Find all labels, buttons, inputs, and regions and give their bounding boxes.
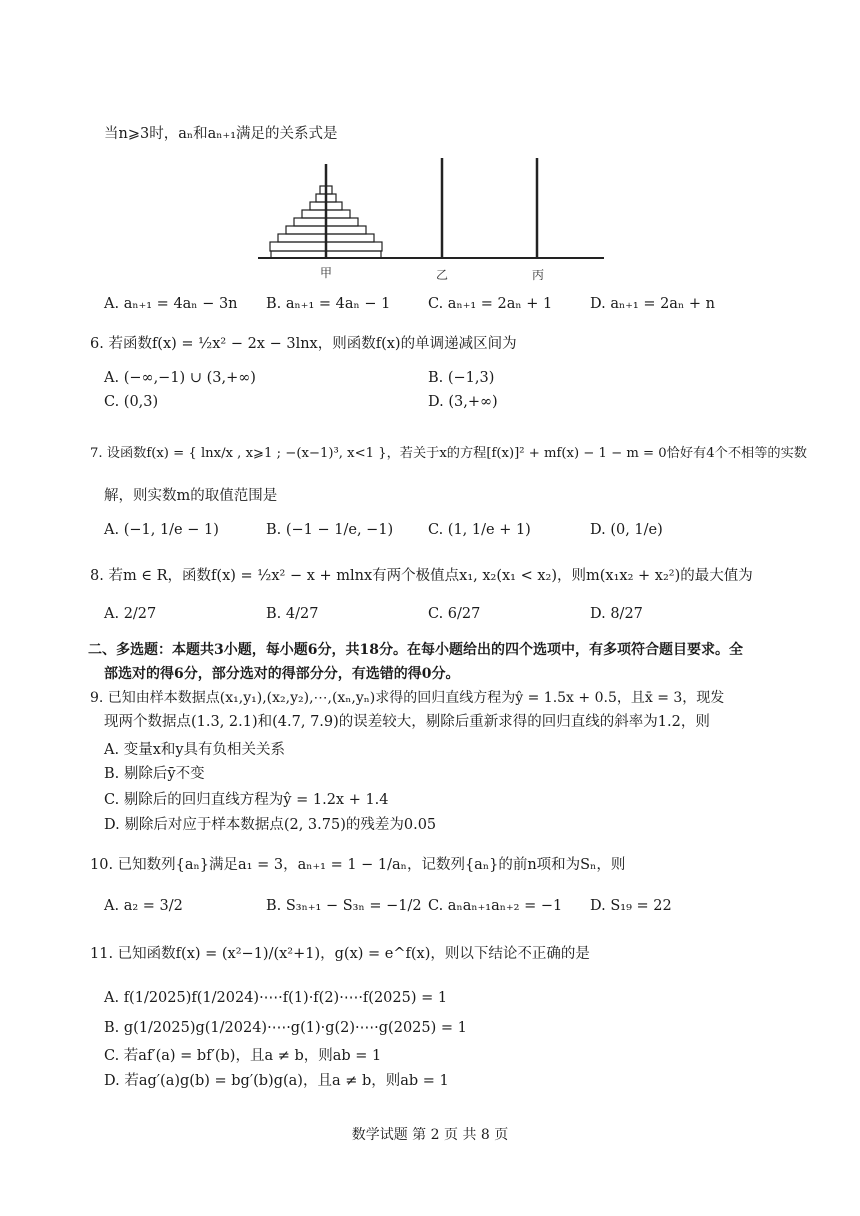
q7-option-d: D. (0, 1/e) xyxy=(590,522,663,538)
peg-label-yi: 乙 xyxy=(436,268,449,282)
q5-option-a: A. aₙ₊₁ = 4aₙ − 3n xyxy=(104,296,238,312)
q6-stem: 6. 若函数f(x) = ½x² − 2x − 3lnx，则函数f(x)的单调递减区间为 xyxy=(90,336,517,352)
q9-stem-line1: 9. 已知由样本数据点(x₁,y₁),(x₂,y₂),⋯,(xₙ,yₙ)求得的回归直线方程为ŷ = 1.5x + 0.5，且x̄ = 3，现发 xyxy=(90,690,725,706)
q11-option-d: D. 若ag′(a)g(b) = bg′(b)g(a)，且a ≠ b，则ab = 1 xyxy=(104,1073,449,1089)
q6-option-c: C. (0,3) xyxy=(104,394,159,410)
q11-option-a: A. f(1/2025)f(1/2024)·⋯·f(1)·f(2)·⋯·f(2025) = 1 xyxy=(104,990,448,1006)
q7-option-c: C. (1, 1/e + 1) xyxy=(428,522,531,538)
q11-option-b: B. g(1/2025)g(1/2024)·⋯·g(1)·g(2)·⋯·g(2025) = 1 xyxy=(104,1020,467,1036)
q6-option-b: B. (−1,3) xyxy=(428,370,495,386)
q7-stem-line1: 7. 设函数f(x) = { lnx/x , x⩾1 ; −(x−1)³, x<1 }，若关于x的方程[f(x)]² + mf(x) − 1 − m = 0恰好有4个不相等的实数 xyxy=(90,446,807,461)
q7-option-a: A. (−1, 1/e − 1) xyxy=(104,522,219,538)
q9-option-a: A. 变量x和y具有负相关关系 xyxy=(104,742,286,758)
section2-heading-line1: 二、多选题：本题共3小题，每小题6分，共18分。在每小题给出的四个选项中，有多项符合题目要求。全 xyxy=(88,642,743,658)
q5-option-c: C. aₙ₊₁ = 2aₙ + 1 xyxy=(428,296,553,312)
q10-option-a: A. a₂ = 3/2 xyxy=(104,898,183,914)
q11-stem: 11. 已知函数f(x) = (x²−1)/(x²+1)，g(x) = e^f(x)，则以下结论不正确的是 xyxy=(90,946,590,962)
q11-option-c: C. 若af′(a) = bf′(b)，且a ≠ b，则ab = 1 xyxy=(104,1048,382,1064)
q5-option-d: D. aₙ₊₁ = 2aₙ + n xyxy=(590,296,715,312)
q9-stem-line2: 现两个数据点(1.3, 2.1)和(4.7, 7.9)的误差较大，剔除后重新求得的回归直线的斜率为1.2，则 xyxy=(104,714,710,730)
q5-stem-tail: 当n⩾3时，aₙ和aₙ₊₁满足的关系式是 xyxy=(104,126,338,142)
peg-label-bing: 丙 xyxy=(532,268,545,282)
q9-option-c: C. 剔除后的回归直线方程为ŷ = 1.2x + 1.4 xyxy=(104,792,389,808)
q8-option-d: D. 8/27 xyxy=(590,606,643,622)
q10-stem: 10. 已知数列{aₙ}满足a₁ = 3，aₙ₊₁ = 1 − 1/aₙ，记数列{aₙ}的前n项和为Sₙ，则 xyxy=(90,857,626,873)
q6-option-a: A. (−∞,−1) ∪ (3,+∞) xyxy=(104,370,256,386)
section2-heading-line2: 部选对的得6分，部分选对的得部分分，有选错的得0分。 xyxy=(104,666,460,682)
q8-option-b: B. 4/27 xyxy=(266,606,319,622)
q8-option-a: A. 2/27 xyxy=(104,606,157,622)
page-footer: 数学试题 第 2 页 共 8 页 xyxy=(351,1127,509,1143)
q10-option-c: C. aₙaₙ₊₁aₙ₊₂ = −1 xyxy=(428,898,563,914)
q7-option-b: B. (−1 − 1/e, −1) xyxy=(266,522,394,538)
q8-stem: 8. 若m ∈ R，函数f(x) = ½x² − x + mlnx有两个极值点x₁, x₂(x₁ < x₂)，则m(x₁x₂ + x₂²)的最大值为 xyxy=(90,568,753,584)
q6-option-d: D. (3,+∞) xyxy=(428,394,498,410)
tower-of-hanoi-figure xyxy=(250,150,610,265)
q10-option-d: D. S₁₉ = 22 xyxy=(590,898,672,914)
peg-label-jia: 甲 xyxy=(320,266,333,280)
q7-stem-line2: 解，则实数m的取值范围是 xyxy=(104,488,278,504)
q5-option-b: B. aₙ₊₁ = 4aₙ − 1 xyxy=(266,296,391,312)
q8-option-c: C. 6/27 xyxy=(428,606,481,622)
q10-option-b: B. S₃ₙ₊₁ − S₃ₙ = −1/2 xyxy=(266,898,422,914)
q9-option-b: B. 剔除后ȳ不变 xyxy=(104,766,205,782)
q9-option-d: D. 剔除后对应于样本数据点(2, 3.75)的残差为0.05 xyxy=(104,817,437,833)
